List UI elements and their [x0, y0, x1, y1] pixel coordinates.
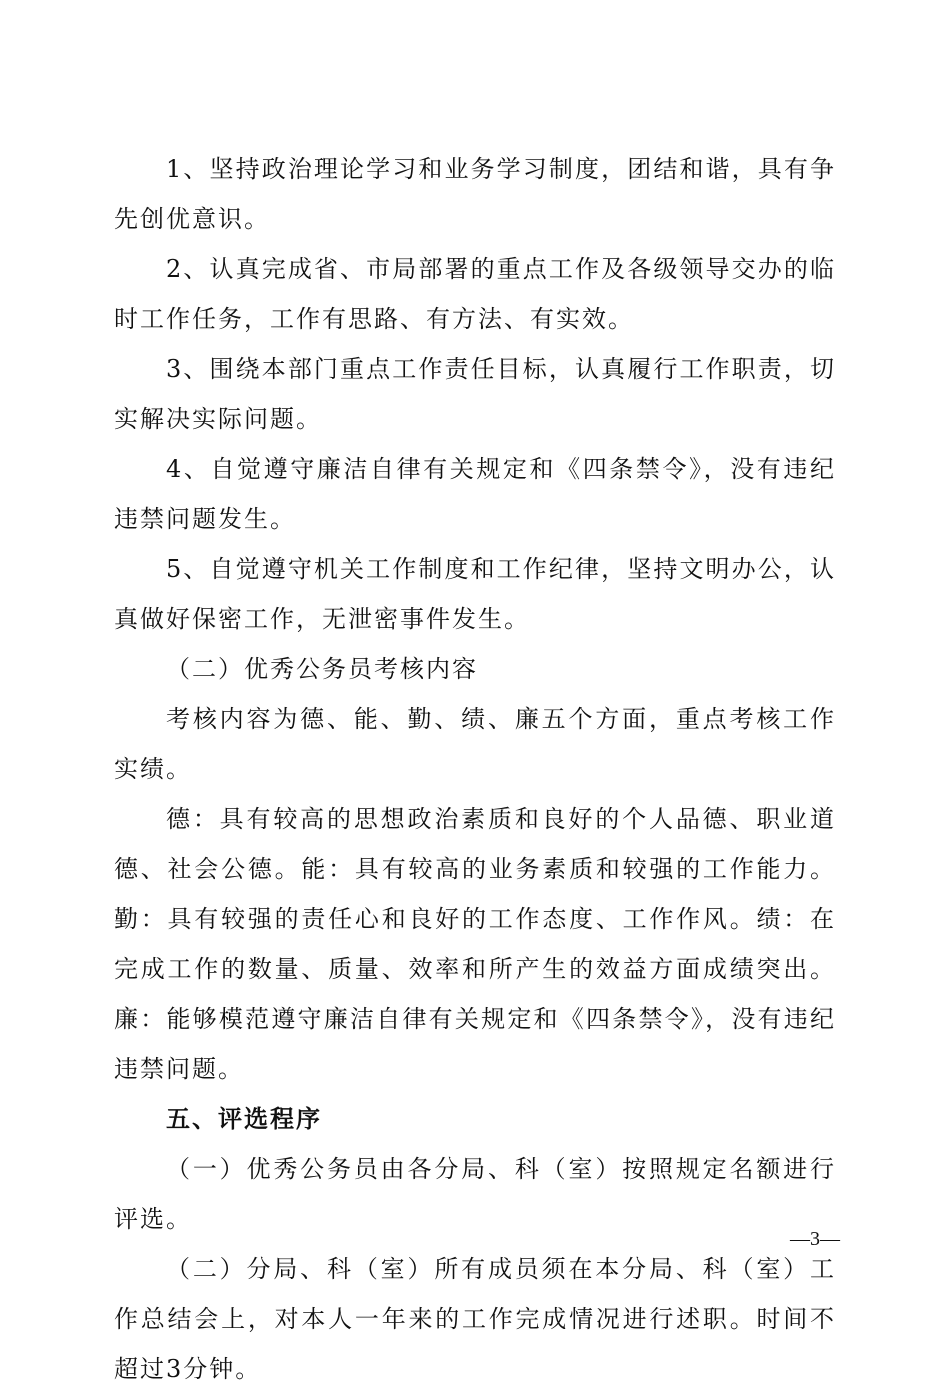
page-number: —3— [790, 1228, 840, 1250]
document-body [114, 144, 836, 1394]
section-heading: 五、评选程序 [166, 1105, 322, 1133]
requirement-item-4: 4、自觉遵守廉洁自律有关规定和《四条禁令》，没有违纪违禁问题发生。 [114, 455, 836, 533]
procedure-item-2: （二）分局、科（室）所有成员须在本分局、科（室）工作总结会上，对本人一年来的工作完成情况进行述职。时间不超过3分钟。 [114, 1255, 836, 1383]
requirement-item-5: 5、自觉遵守机关工作制度和工作纪律，坚持文明办公，认真做好保密工作，无泄密事件发生。 [114, 555, 836, 633]
assessment-detail: 德：具有较高的思想政治素质和良好的个人品德、职业道德、社会公德。能：具有较高的业务素质和较强的工作能力。勤：具有较强的责任心和良好的工作态度、工作作风。绩：在完成工作的数量、质量、效率和所产生的效益方面成绩突出。廉：能够模范遵守廉洁自律有关规定和《四条禁令》，没有违纪违禁问题。 [114, 805, 836, 1083]
requirement-item-2: 2、认真完成省、市局部署的重点工作及各级领导交办的临时工作任务，工作有思路、有方法、有实效。 [114, 255, 836, 333]
requirement-item-3: 3、围绕本部门重点工作责任目标，认真履行工作职责，切实解决实际问题。 [114, 355, 836, 433]
subsection-heading: （二）优秀公务员考核内容 [166, 655, 478, 683]
procedure-item-1: （一）优秀公务员由各分局、科（室）按照规定名额进行评选。 [114, 1155, 836, 1233]
requirement-item-1: 1、坚持政治理论学习和业务学习制度，团结和谐，具有争先创优意识。 [114, 155, 836, 233]
assessment-intro: 考核内容为德、能、勤、绩、廉五个方面，重点考核工作实绩。 [114, 705, 836, 783]
